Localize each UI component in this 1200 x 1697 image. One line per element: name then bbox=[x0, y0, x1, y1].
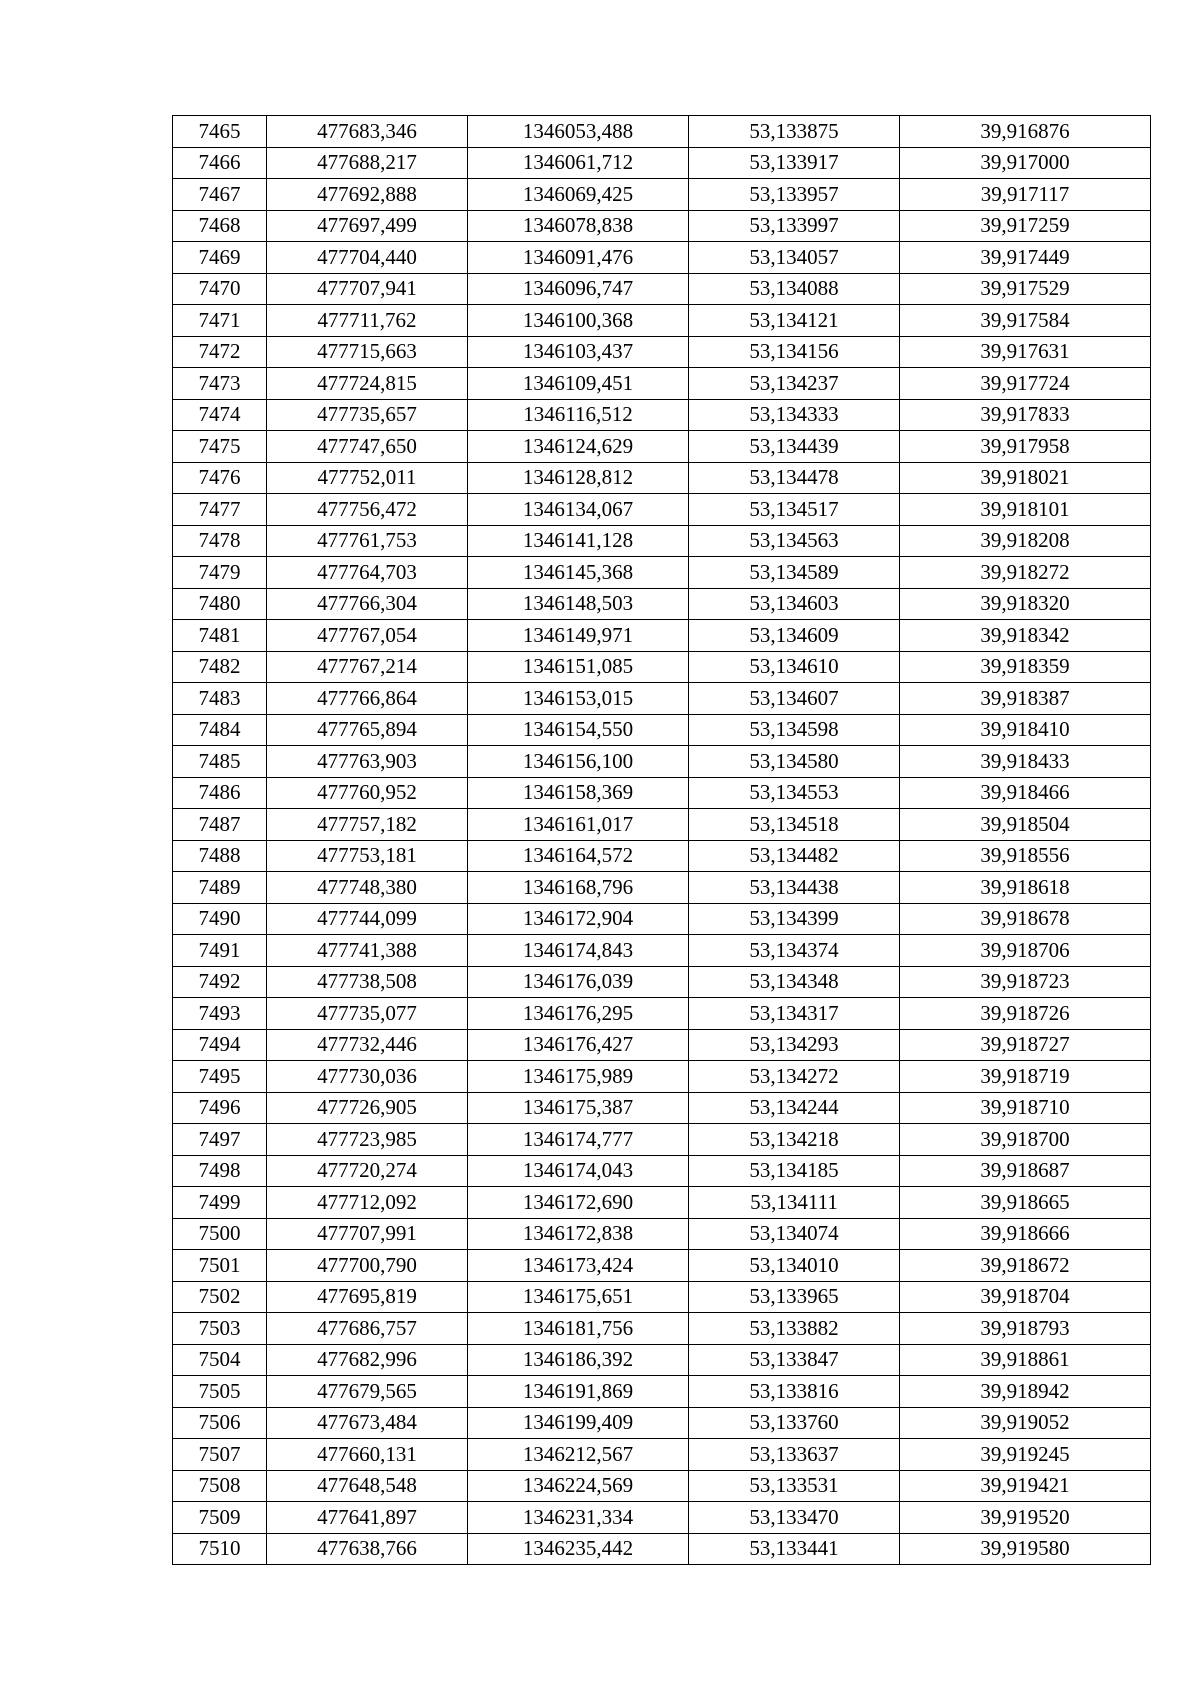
y-coordinate-cell: 1346069,425 bbox=[468, 179, 689, 211]
y-coordinate-cell: 1346174,777 bbox=[468, 1124, 689, 1156]
longitude-cell: 39,919052 bbox=[900, 1407, 1151, 1439]
longitude-cell: 39,918700 bbox=[900, 1124, 1151, 1156]
x-coordinate-cell: 477686,757 bbox=[267, 1313, 468, 1345]
table-row bbox=[173, 305, 1151, 337]
longitude-cell: 39,917529 bbox=[900, 273, 1151, 305]
y-coordinate-cell: 1346176,295 bbox=[468, 998, 689, 1030]
point-number-cell: 7497 bbox=[173, 1124, 267, 1156]
x-coordinate-cell: 477741,388 bbox=[267, 935, 468, 967]
longitude-cell: 39,919580 bbox=[900, 1533, 1151, 1565]
y-coordinate-cell: 1346100,368 bbox=[468, 305, 689, 337]
x-coordinate-cell: 477747,650 bbox=[267, 431, 468, 463]
latitude-cell: 53,134121 bbox=[689, 305, 900, 337]
point-number-cell: 7483 bbox=[173, 683, 267, 715]
x-coordinate-cell: 477757,182 bbox=[267, 809, 468, 841]
y-coordinate-cell: 1346172,690 bbox=[468, 1187, 689, 1219]
point-number-cell: 7468 bbox=[173, 210, 267, 242]
table-row bbox=[173, 903, 1151, 935]
y-coordinate-cell: 1346212,567 bbox=[468, 1439, 689, 1471]
longitude-cell: 39,917000 bbox=[900, 147, 1151, 179]
point-number-cell: 7490 bbox=[173, 903, 267, 935]
point-number-cell: 7510 bbox=[173, 1533, 267, 1565]
y-coordinate-cell: 1346053,488 bbox=[468, 116, 689, 148]
table-row bbox=[173, 179, 1151, 211]
x-coordinate-cell: 477763,903 bbox=[267, 746, 468, 778]
x-coordinate-cell: 477679,565 bbox=[267, 1376, 468, 1408]
x-coordinate-cell: 477697,499 bbox=[267, 210, 468, 242]
table-row bbox=[173, 273, 1151, 305]
x-coordinate-cell: 477744,099 bbox=[267, 903, 468, 935]
latitude-cell: 53,134074 bbox=[689, 1218, 900, 1250]
longitude-cell: 39,918556 bbox=[900, 840, 1151, 872]
y-coordinate-cell: 1346128,812 bbox=[468, 462, 689, 494]
longitude-cell: 39,918727 bbox=[900, 1029, 1151, 1061]
longitude-cell: 39,918208 bbox=[900, 525, 1151, 557]
point-number-cell: 7494 bbox=[173, 1029, 267, 1061]
point-number-cell: 7470 bbox=[173, 273, 267, 305]
latitude-cell: 53,134156 bbox=[689, 336, 900, 368]
x-coordinate-cell: 477735,657 bbox=[267, 399, 468, 431]
longitude-cell: 39,918710 bbox=[900, 1092, 1151, 1124]
table-row bbox=[173, 1470, 1151, 1502]
point-number-cell: 7504 bbox=[173, 1344, 267, 1376]
longitude-cell: 39,918466 bbox=[900, 777, 1151, 809]
latitude-cell: 53,134482 bbox=[689, 840, 900, 872]
point-number-cell: 7492 bbox=[173, 966, 267, 998]
y-coordinate-cell: 1346156,100 bbox=[468, 746, 689, 778]
table-row bbox=[173, 809, 1151, 841]
longitude-cell: 39,917833 bbox=[900, 399, 1151, 431]
table-row bbox=[173, 1407, 1151, 1439]
latitude-cell: 53,134598 bbox=[689, 714, 900, 746]
longitude-cell: 39,918387 bbox=[900, 683, 1151, 715]
point-number-cell: 7495 bbox=[173, 1061, 267, 1093]
x-coordinate-cell: 477673,484 bbox=[267, 1407, 468, 1439]
latitude-cell: 53,134317 bbox=[689, 998, 900, 1030]
longitude-cell: 39,918726 bbox=[900, 998, 1151, 1030]
table-row bbox=[173, 399, 1151, 431]
point-number-cell: 7507 bbox=[173, 1439, 267, 1471]
point-number-cell: 7496 bbox=[173, 1092, 267, 1124]
x-coordinate-cell: 477720,274 bbox=[267, 1155, 468, 1187]
table-row bbox=[173, 620, 1151, 652]
y-coordinate-cell: 1346153,015 bbox=[468, 683, 689, 715]
point-number-cell: 7469 bbox=[173, 242, 267, 274]
latitude-cell: 53,134553 bbox=[689, 777, 900, 809]
longitude-cell: 39,918723 bbox=[900, 966, 1151, 998]
latitude-cell: 53,134589 bbox=[689, 557, 900, 589]
point-number-cell: 7488 bbox=[173, 840, 267, 872]
table-row bbox=[173, 525, 1151, 557]
x-coordinate-cell: 477732,446 bbox=[267, 1029, 468, 1061]
table-row bbox=[173, 1533, 1151, 1565]
x-coordinate-cell: 477638,766 bbox=[267, 1533, 468, 1565]
x-coordinate-cell: 477753,181 bbox=[267, 840, 468, 872]
table-row bbox=[173, 1313, 1151, 1345]
y-coordinate-cell: 1346172,838 bbox=[468, 1218, 689, 1250]
longitude-cell: 39,917958 bbox=[900, 431, 1151, 463]
y-coordinate-cell: 1346149,971 bbox=[468, 620, 689, 652]
point-number-cell: 7505 bbox=[173, 1376, 267, 1408]
table-row bbox=[173, 1439, 1151, 1471]
y-coordinate-cell: 1346124,629 bbox=[468, 431, 689, 463]
point-number-cell: 7481 bbox=[173, 620, 267, 652]
x-coordinate-cell: 477760,952 bbox=[267, 777, 468, 809]
latitude-cell: 53,133965 bbox=[689, 1281, 900, 1313]
x-coordinate-cell: 477660,131 bbox=[267, 1439, 468, 1471]
latitude-cell: 53,133882 bbox=[689, 1313, 900, 1345]
y-coordinate-cell: 1346145,368 bbox=[468, 557, 689, 589]
y-coordinate-cell: 1346186,392 bbox=[468, 1344, 689, 1376]
table-row bbox=[173, 116, 1151, 148]
longitude-cell: 39,918504 bbox=[900, 809, 1151, 841]
point-number-cell: 7486 bbox=[173, 777, 267, 809]
x-coordinate-cell: 477688,217 bbox=[267, 147, 468, 179]
longitude-cell: 39,918665 bbox=[900, 1187, 1151, 1219]
y-coordinate-cell: 1346235,442 bbox=[468, 1533, 689, 1565]
y-coordinate-cell: 1346091,476 bbox=[468, 242, 689, 274]
table-row bbox=[173, 840, 1151, 872]
point-number-cell: 7491 bbox=[173, 935, 267, 967]
longitude-cell: 39,918672 bbox=[900, 1250, 1151, 1282]
latitude-cell: 53,133847 bbox=[689, 1344, 900, 1376]
table-row bbox=[173, 1061, 1151, 1093]
latitude-cell: 53,134348 bbox=[689, 966, 900, 998]
latitude-cell: 53,134237 bbox=[689, 368, 900, 400]
table-row bbox=[173, 1092, 1151, 1124]
x-coordinate-cell: 477767,054 bbox=[267, 620, 468, 652]
latitude-cell: 53,134010 bbox=[689, 1250, 900, 1282]
table-row bbox=[173, 1029, 1151, 1061]
point-number-cell: 7475 bbox=[173, 431, 267, 463]
y-coordinate-cell: 1346078,838 bbox=[468, 210, 689, 242]
table-row bbox=[173, 998, 1151, 1030]
longitude-cell: 39,918706 bbox=[900, 935, 1151, 967]
latitude-cell: 53,133637 bbox=[689, 1439, 900, 1471]
table-row bbox=[173, 1502, 1151, 1534]
x-coordinate-cell: 477707,991 bbox=[267, 1218, 468, 1250]
y-coordinate-cell: 1346172,904 bbox=[468, 903, 689, 935]
longitude-cell: 39,918678 bbox=[900, 903, 1151, 935]
table-row bbox=[173, 1155, 1151, 1187]
y-coordinate-cell: 1346181,756 bbox=[468, 1313, 689, 1345]
x-coordinate-cell: 477766,304 bbox=[267, 588, 468, 620]
latitude-cell: 53,133816 bbox=[689, 1376, 900, 1408]
longitude-cell: 39,918793 bbox=[900, 1313, 1151, 1345]
latitude-cell: 53,134607 bbox=[689, 683, 900, 715]
longitude-cell: 39,918704 bbox=[900, 1281, 1151, 1313]
longitude-cell: 39,917449 bbox=[900, 242, 1151, 274]
latitude-cell: 53,134438 bbox=[689, 872, 900, 904]
x-coordinate-cell: 477682,996 bbox=[267, 1344, 468, 1376]
y-coordinate-cell: 1346175,989 bbox=[468, 1061, 689, 1093]
longitude-cell: 39,919421 bbox=[900, 1470, 1151, 1502]
table-row bbox=[173, 1281, 1151, 1313]
latitude-cell: 53,134185 bbox=[689, 1155, 900, 1187]
table-row bbox=[173, 462, 1151, 494]
latitude-cell: 53,134603 bbox=[689, 588, 900, 620]
point-number-cell: 7502 bbox=[173, 1281, 267, 1313]
longitude-cell: 39,917724 bbox=[900, 368, 1151, 400]
table-row bbox=[173, 431, 1151, 463]
y-coordinate-cell: 1346116,512 bbox=[468, 399, 689, 431]
x-coordinate-cell: 477712,092 bbox=[267, 1187, 468, 1219]
y-coordinate-cell: 1346148,503 bbox=[468, 588, 689, 620]
latitude-cell: 53,133760 bbox=[689, 1407, 900, 1439]
x-coordinate-cell: 477724,815 bbox=[267, 368, 468, 400]
x-coordinate-cell: 477695,819 bbox=[267, 1281, 468, 1313]
latitude-cell: 53,133957 bbox=[689, 179, 900, 211]
latitude-cell: 53,133441 bbox=[689, 1533, 900, 1565]
table-row bbox=[173, 557, 1151, 589]
y-coordinate-cell: 1346109,451 bbox=[468, 368, 689, 400]
longitude-cell: 39,917584 bbox=[900, 305, 1151, 337]
latitude-cell: 53,134517 bbox=[689, 494, 900, 526]
point-number-cell: 7485 bbox=[173, 746, 267, 778]
x-coordinate-cell: 477715,663 bbox=[267, 336, 468, 368]
x-coordinate-cell: 477641,897 bbox=[267, 1502, 468, 1534]
point-number-cell: 7484 bbox=[173, 714, 267, 746]
point-number-cell: 7479 bbox=[173, 557, 267, 589]
point-number-cell: 7501 bbox=[173, 1250, 267, 1282]
point-number-cell: 7476 bbox=[173, 462, 267, 494]
longitude-cell: 39,917259 bbox=[900, 210, 1151, 242]
y-coordinate-cell: 1346158,369 bbox=[468, 777, 689, 809]
y-coordinate-cell: 1346134,067 bbox=[468, 494, 689, 526]
latitude-cell: 53,134580 bbox=[689, 746, 900, 778]
point-number-cell: 7508 bbox=[173, 1470, 267, 1502]
point-number-cell: 7506 bbox=[173, 1407, 267, 1439]
longitude-cell: 39,918618 bbox=[900, 872, 1151, 904]
latitude-cell: 53,134057 bbox=[689, 242, 900, 274]
longitude-cell: 39,917631 bbox=[900, 336, 1151, 368]
table-row bbox=[173, 210, 1151, 242]
y-coordinate-cell: 1346173,424 bbox=[468, 1250, 689, 1282]
latitude-cell: 53,134293 bbox=[689, 1029, 900, 1061]
latitude-cell: 53,134088 bbox=[689, 273, 900, 305]
x-coordinate-cell: 477764,703 bbox=[267, 557, 468, 589]
x-coordinate-cell: 477767,214 bbox=[267, 651, 468, 683]
table-row bbox=[173, 242, 1151, 274]
y-coordinate-cell: 1346176,039 bbox=[468, 966, 689, 998]
table-row bbox=[173, 336, 1151, 368]
coordinates-table bbox=[172, 115, 1151, 1565]
y-coordinate-cell: 1346176,427 bbox=[468, 1029, 689, 1061]
coordinates-table-body bbox=[173, 116, 1151, 1565]
point-number-cell: 7480 bbox=[173, 588, 267, 620]
table-row bbox=[173, 1250, 1151, 1282]
x-coordinate-cell: 477730,036 bbox=[267, 1061, 468, 1093]
x-coordinate-cell: 477761,753 bbox=[267, 525, 468, 557]
table-row bbox=[173, 1124, 1151, 1156]
x-coordinate-cell: 477765,894 bbox=[267, 714, 468, 746]
y-coordinate-cell: 1346151,085 bbox=[468, 651, 689, 683]
longitude-cell: 39,918410 bbox=[900, 714, 1151, 746]
x-coordinate-cell: 477707,941 bbox=[267, 273, 468, 305]
point-number-cell: 7500 bbox=[173, 1218, 267, 1250]
longitude-cell: 39,918320 bbox=[900, 588, 1151, 620]
point-number-cell: 7499 bbox=[173, 1187, 267, 1219]
latitude-cell: 53,134374 bbox=[689, 935, 900, 967]
longitude-cell: 39,919245 bbox=[900, 1439, 1151, 1471]
latitude-cell: 53,134111 bbox=[689, 1187, 900, 1219]
longitude-cell: 39,918719 bbox=[900, 1061, 1151, 1093]
x-coordinate-cell: 477723,985 bbox=[267, 1124, 468, 1156]
y-coordinate-cell: 1346231,334 bbox=[468, 1502, 689, 1534]
point-number-cell: 7467 bbox=[173, 179, 267, 211]
latitude-cell: 53,134610 bbox=[689, 651, 900, 683]
latitude-cell: 53,133875 bbox=[689, 116, 900, 148]
y-coordinate-cell: 1346224,569 bbox=[468, 1470, 689, 1502]
longitude-cell: 39,918342 bbox=[900, 620, 1151, 652]
y-coordinate-cell: 1346164,572 bbox=[468, 840, 689, 872]
point-number-cell: 7472 bbox=[173, 336, 267, 368]
longitude-cell: 39,918666 bbox=[900, 1218, 1151, 1250]
table-row bbox=[173, 1187, 1151, 1219]
longitude-cell: 39,918433 bbox=[900, 746, 1151, 778]
latitude-cell: 53,133470 bbox=[689, 1502, 900, 1534]
table-row bbox=[173, 1218, 1151, 1250]
x-coordinate-cell: 477726,905 bbox=[267, 1092, 468, 1124]
latitude-cell: 53,134518 bbox=[689, 809, 900, 841]
table-row bbox=[173, 588, 1151, 620]
x-coordinate-cell: 477766,864 bbox=[267, 683, 468, 715]
point-number-cell: 7503 bbox=[173, 1313, 267, 1345]
longitude-cell: 39,918942 bbox=[900, 1376, 1151, 1408]
table-row bbox=[173, 494, 1151, 526]
longitude-cell: 39,918101 bbox=[900, 494, 1151, 526]
point-number-cell: 7493 bbox=[173, 998, 267, 1030]
y-coordinate-cell: 1346175,387 bbox=[468, 1092, 689, 1124]
longitude-cell: 39,918272 bbox=[900, 557, 1151, 589]
latitude-cell: 53,134218 bbox=[689, 1124, 900, 1156]
latitude-cell: 53,134399 bbox=[689, 903, 900, 935]
table-row bbox=[173, 872, 1151, 904]
latitude-cell: 53,133917 bbox=[689, 147, 900, 179]
point-number-cell: 7509 bbox=[173, 1502, 267, 1534]
table-row bbox=[173, 1344, 1151, 1376]
y-coordinate-cell: 1346168,796 bbox=[468, 872, 689, 904]
longitude-cell: 39,918359 bbox=[900, 651, 1151, 683]
y-coordinate-cell: 1346154,550 bbox=[468, 714, 689, 746]
latitude-cell: 53,134333 bbox=[689, 399, 900, 431]
table-row bbox=[173, 651, 1151, 683]
x-coordinate-cell: 477748,380 bbox=[267, 872, 468, 904]
point-number-cell: 7482 bbox=[173, 651, 267, 683]
x-coordinate-cell: 477704,440 bbox=[267, 242, 468, 274]
table-row bbox=[173, 935, 1151, 967]
longitude-cell: 39,918021 bbox=[900, 462, 1151, 494]
latitude-cell: 53,133997 bbox=[689, 210, 900, 242]
point-number-cell: 7477 bbox=[173, 494, 267, 526]
y-coordinate-cell: 1346161,017 bbox=[468, 809, 689, 841]
point-number-cell: 7487 bbox=[173, 809, 267, 841]
x-coordinate-cell: 477648,548 bbox=[267, 1470, 468, 1502]
y-coordinate-cell: 1346096,747 bbox=[468, 273, 689, 305]
latitude-cell: 53,134478 bbox=[689, 462, 900, 494]
table-row bbox=[173, 368, 1151, 400]
point-number-cell: 7478 bbox=[173, 525, 267, 557]
y-coordinate-cell: 1346199,409 bbox=[468, 1407, 689, 1439]
longitude-cell: 39,917117 bbox=[900, 179, 1151, 211]
longitude-cell: 39,918861 bbox=[900, 1344, 1151, 1376]
latitude-cell: 53,133531 bbox=[689, 1470, 900, 1502]
latitude-cell: 53,134244 bbox=[689, 1092, 900, 1124]
latitude-cell: 53,134439 bbox=[689, 431, 900, 463]
table-row bbox=[173, 777, 1151, 809]
longitude-cell: 39,916876 bbox=[900, 116, 1151, 148]
x-coordinate-cell: 477738,508 bbox=[267, 966, 468, 998]
x-coordinate-cell: 477752,011 bbox=[267, 462, 468, 494]
point-number-cell: 7489 bbox=[173, 872, 267, 904]
y-coordinate-cell: 1346174,043 bbox=[468, 1155, 689, 1187]
y-coordinate-cell: 1346175,651 bbox=[468, 1281, 689, 1313]
longitude-cell: 39,918687 bbox=[900, 1155, 1151, 1187]
x-coordinate-cell: 477756,472 bbox=[267, 494, 468, 526]
point-number-cell: 7466 bbox=[173, 147, 267, 179]
y-coordinate-cell: 1346191,869 bbox=[468, 1376, 689, 1408]
table-row bbox=[173, 746, 1151, 778]
table-row bbox=[173, 147, 1151, 179]
longitude-cell: 39,919520 bbox=[900, 1502, 1151, 1534]
y-coordinate-cell: 1346141,128 bbox=[468, 525, 689, 557]
point-number-cell: 7473 bbox=[173, 368, 267, 400]
point-number-cell: 7498 bbox=[173, 1155, 267, 1187]
x-coordinate-cell: 477711,762 bbox=[267, 305, 468, 337]
latitude-cell: 53,134272 bbox=[689, 1061, 900, 1093]
x-coordinate-cell: 477735,077 bbox=[267, 998, 468, 1030]
point-number-cell: 7471 bbox=[173, 305, 267, 337]
y-coordinate-cell: 1346103,437 bbox=[468, 336, 689, 368]
latitude-cell: 53,134563 bbox=[689, 525, 900, 557]
table-row bbox=[173, 966, 1151, 998]
point-number-cell: 7474 bbox=[173, 399, 267, 431]
table-row bbox=[173, 683, 1151, 715]
y-coordinate-cell: 1346061,712 bbox=[468, 147, 689, 179]
point-number-cell: 7465 bbox=[173, 116, 267, 148]
x-coordinate-cell: 477692,888 bbox=[267, 179, 468, 211]
table-row bbox=[173, 714, 1151, 746]
x-coordinate-cell: 477700,790 bbox=[267, 1250, 468, 1282]
latitude-cell: 53,134609 bbox=[689, 620, 900, 652]
y-coordinate-cell: 1346174,843 bbox=[468, 935, 689, 967]
table-row bbox=[173, 1376, 1151, 1408]
x-coordinate-cell: 477683,346 bbox=[267, 116, 468, 148]
